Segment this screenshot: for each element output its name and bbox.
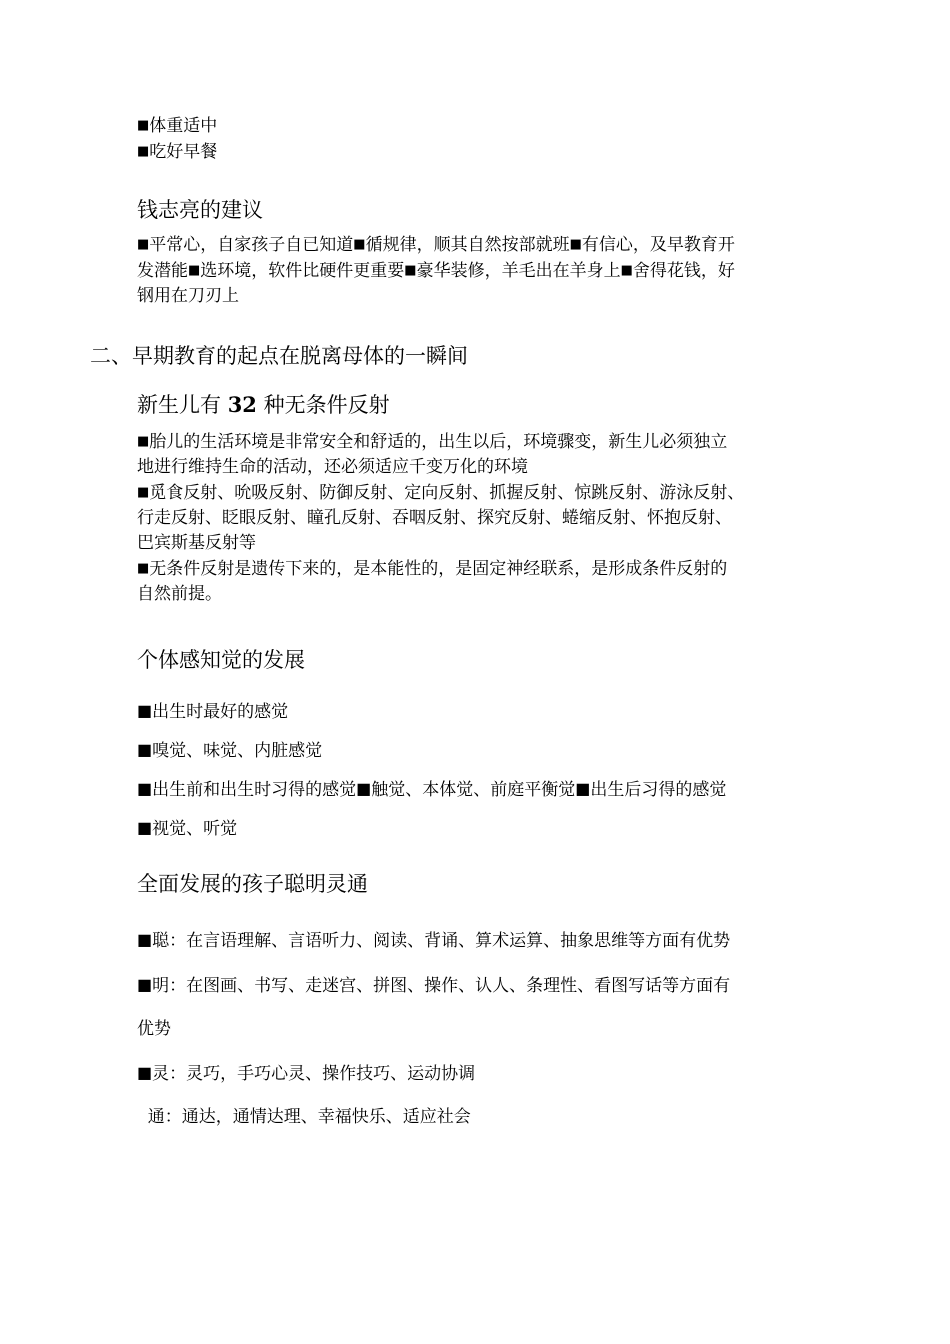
heading-newborn-reflexes: 新生儿有 32 种无条件反射 [137,392,390,417]
bullet-square-icon: ■ [137,118,150,133]
text-segment: 地进行维持生命的活动，还必须适应千变万化的环境 [137,457,528,477]
text-line [137,1008,730,1051]
bullet-square-icon: ■ [137,1063,153,1082]
text-line [137,1051,730,1096]
text-line [137,556,744,582]
text-line [137,506,744,531]
text-segment: 豪华装修，羊毛出在羊身上 [416,261,621,281]
heading-smart-child: 全面发展的孩子聪明灵通 [137,872,368,896]
section-2-title: 二、早期教育的起点在脱离母体的一瞬间 [90,344,468,368]
text-segment: 平常心，自家孩子自已知道 [149,235,354,255]
text-segment: 明：在图画、书写、走迷宫、拼图、操作、认人、条理性、看图写话等方面有 [152,976,731,996]
newborn-paragraph [137,429,744,607]
bullet-square-icon: ■ [137,434,150,449]
perception-list [137,692,726,848]
text-line [137,480,744,506]
text-line [137,284,735,309]
text-line [137,809,726,848]
text-segment: 出生前和出生时习得的感觉 [152,780,357,800]
bullet-square-icon: ■ [137,701,153,720]
text-segment: 钢用在刀刃上 [137,286,239,306]
text-line [137,963,730,1008]
text-segment: 灵：灵巧，手巧心灵、操作技巧、运动协调 [152,1064,476,1084]
text-segment: 优势 [137,1019,171,1039]
heading-qian-advice: 钱志亮的建议 [137,198,263,222]
bullet-square-icon: ■ [137,740,153,759]
bullet-square-icon: ■ [137,485,150,500]
bullet-square-icon: ■ [575,779,591,798]
text-segment: 胎儿的生活环境是非常安全和舒适的，出生以后，环境骤变，新生儿必须独立 [149,432,728,452]
text-segment: 触觉、本体觉、前庭平衡觉 [371,780,576,800]
text-line [137,258,735,284]
bullet-square-icon: ■ [356,779,372,798]
text-segment: 出生时最好的感觉 [152,702,289,722]
list-item: ■吃好早餐 [137,142,218,162]
text-segment: 嗅觉、味觉、内脏感觉 [152,741,323,761]
text-segment: 有信心，及早教育开 [581,235,735,255]
text-segment: 觅食反射、吮吸反射、防御反射、定向反射、抓握反射、惊跳反射、游泳反射、 [149,483,745,503]
text-line [137,232,735,258]
heading-perception: 个体感知觉的发展 [137,648,305,672]
bullet-square-icon: ■ [137,779,153,798]
bullet-square-icon: ■ [137,930,153,949]
text-line [137,582,744,607]
text-segment: 舍得花钱，好 [632,261,735,281]
text-line [137,918,730,963]
text-line [137,531,744,556]
text-segment: 无条件反射是遗传下来的，是本能性的，是固定神经联系，是形成条件反射的 [149,559,728,579]
qian-advice-paragraph [137,232,735,309]
bullet-square-icon: ■ [353,237,366,252]
bullet-square-icon: ■ [404,263,417,278]
bullet-square-icon: ■ [137,818,153,837]
text-segment: 出生后习得的感觉 [590,780,727,800]
bullet-square-icon: ■ [137,237,150,252]
text-line [137,731,726,770]
top-list [137,113,217,165]
text-segment: 自然前提。 [137,584,222,604]
text-segment: 选环境，软件比硬件更重要 [200,261,405,281]
smart-list [137,918,730,1139]
text-line [137,692,726,731]
text-segment: 循规律，顺其自然按部就班 [365,235,570,255]
bullet-square-icon: ■ [620,263,633,278]
text-segment: 聪：在言语理解、言语听力、阅读、背诵、算术运算、抽象思维等方面有优势 [152,931,731,951]
text-segment: 视觉、听觉 [152,819,238,839]
text-segment: 行走反射、眨眼反射、瞳孔反射、吞咽反射、探究反射、蜷缩反射、怀抱反射、 [137,508,732,528]
text-segment: 通：通达，通情达理、幸福快乐、适应社会 [137,1107,471,1127]
text-segment: 发潜能 [137,261,188,281]
text-line [137,429,744,455]
bullet-square-icon: ■ [137,144,150,159]
bullet-square-icon: ■ [569,237,582,252]
bullet-square-icon: ■ [137,561,150,576]
list-item: ■体重适中 [137,116,218,136]
text-line [137,1096,730,1139]
text-line [137,455,744,480]
bullet-square-icon: ■ [188,263,201,278]
text-line [137,770,726,809]
bullet-square-icon: ■ [137,975,153,994]
text-segment: 巴宾斯基反射等 [137,533,256,553]
